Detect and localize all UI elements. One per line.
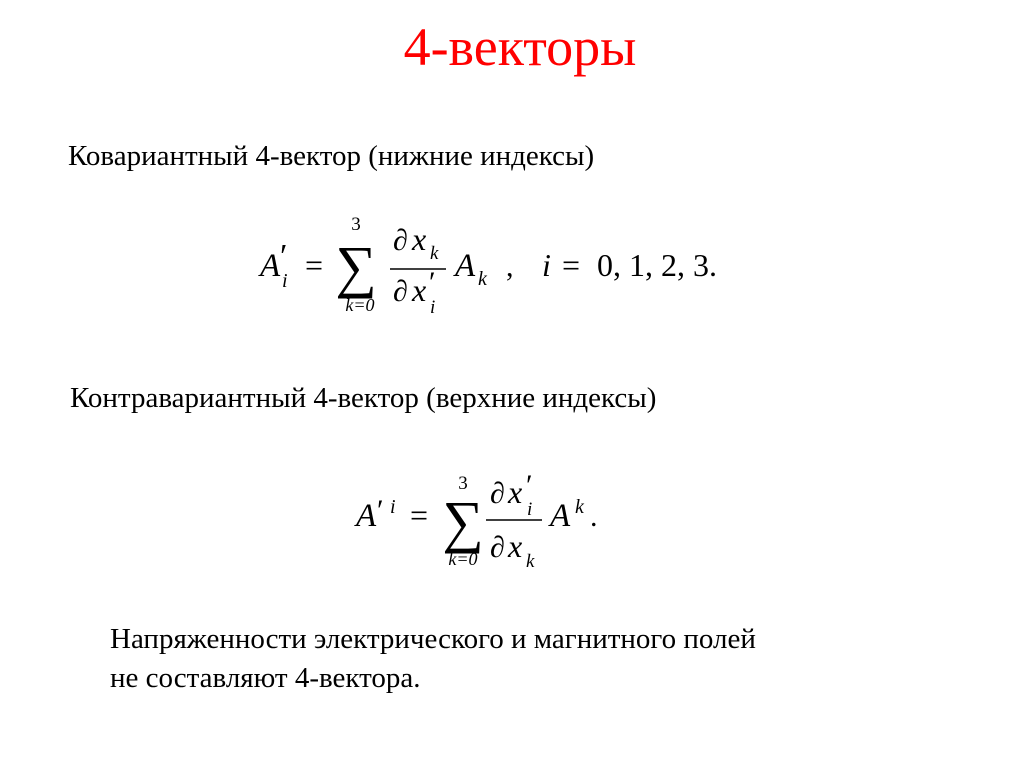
cov-denominator-prime: ′ xyxy=(429,266,436,299)
contra-denominator-index: k xyxy=(526,551,535,572)
cov-equals: = xyxy=(305,247,324,283)
contravariant-heading: Контравариантный 4-вектор (верхние индексы) xyxy=(70,382,657,414)
cov-denominator-index: i xyxy=(430,297,436,318)
contra-denominator-partial: ∂ xyxy=(490,531,505,564)
cov-sum-lower: k=0 xyxy=(345,295,375,315)
slide-title: 4-векторы xyxy=(403,17,637,77)
cov-denominator-var: x xyxy=(412,272,427,308)
cov-range-var: i xyxy=(542,247,551,283)
contra-equals: = xyxy=(410,497,429,533)
contra-numerator-index: i xyxy=(527,499,533,520)
cov-lhs-prime: ′ xyxy=(280,238,288,275)
cov-range-values: 0, 1, 2, 3. xyxy=(597,247,717,283)
contra-numerator-prime: ′ xyxy=(526,469,533,502)
note-text xyxy=(110,620,756,698)
cov-separator: , xyxy=(506,250,514,283)
contra-rhs-index: k xyxy=(575,496,584,518)
contra-lhs-prime: ′ xyxy=(377,494,384,527)
cov-numerator-index: k xyxy=(430,243,439,264)
note-line-1: Напряженности электрического и магнитного полей xyxy=(110,623,756,655)
cov-lhs-symbol: A xyxy=(260,248,281,284)
cov-numerator-var: x xyxy=(412,221,427,257)
cov-sum-sign: ∑ xyxy=(335,234,377,299)
cov-sum-upper: 3 xyxy=(351,214,361,235)
cov-numerator-partial: ∂ xyxy=(393,224,408,257)
contra-denominator-var: x xyxy=(508,528,523,564)
contra-numerator-partial: ∂ xyxy=(490,477,505,510)
cov-denominator-partial: ∂ xyxy=(393,275,408,308)
cov-range-equals: = xyxy=(562,247,581,283)
contra-sum-lower: k=0 xyxy=(448,549,478,569)
covariant-heading: Ковариантный 4-вектор (нижние индексы) xyxy=(68,140,595,172)
note-line-2: не составляют 4-вектора. xyxy=(110,662,421,694)
cov-lhs-index: i xyxy=(282,270,288,292)
contra-lhs-symbol: A xyxy=(356,498,377,534)
cov-rhs-index: k xyxy=(478,268,487,290)
contra-end: . xyxy=(590,500,598,533)
covariant-formula xyxy=(250,205,770,330)
contra-sum-sign: ∑ xyxy=(442,489,484,554)
contra-lhs-index: i xyxy=(390,496,396,518)
contravariant-formula xyxy=(350,465,650,580)
contra-numerator-var: x xyxy=(508,474,523,510)
contra-sum-upper: 3 xyxy=(458,473,468,494)
cov-rhs-symbol: A xyxy=(455,248,476,284)
contra-rhs-symbol: A xyxy=(550,498,571,534)
